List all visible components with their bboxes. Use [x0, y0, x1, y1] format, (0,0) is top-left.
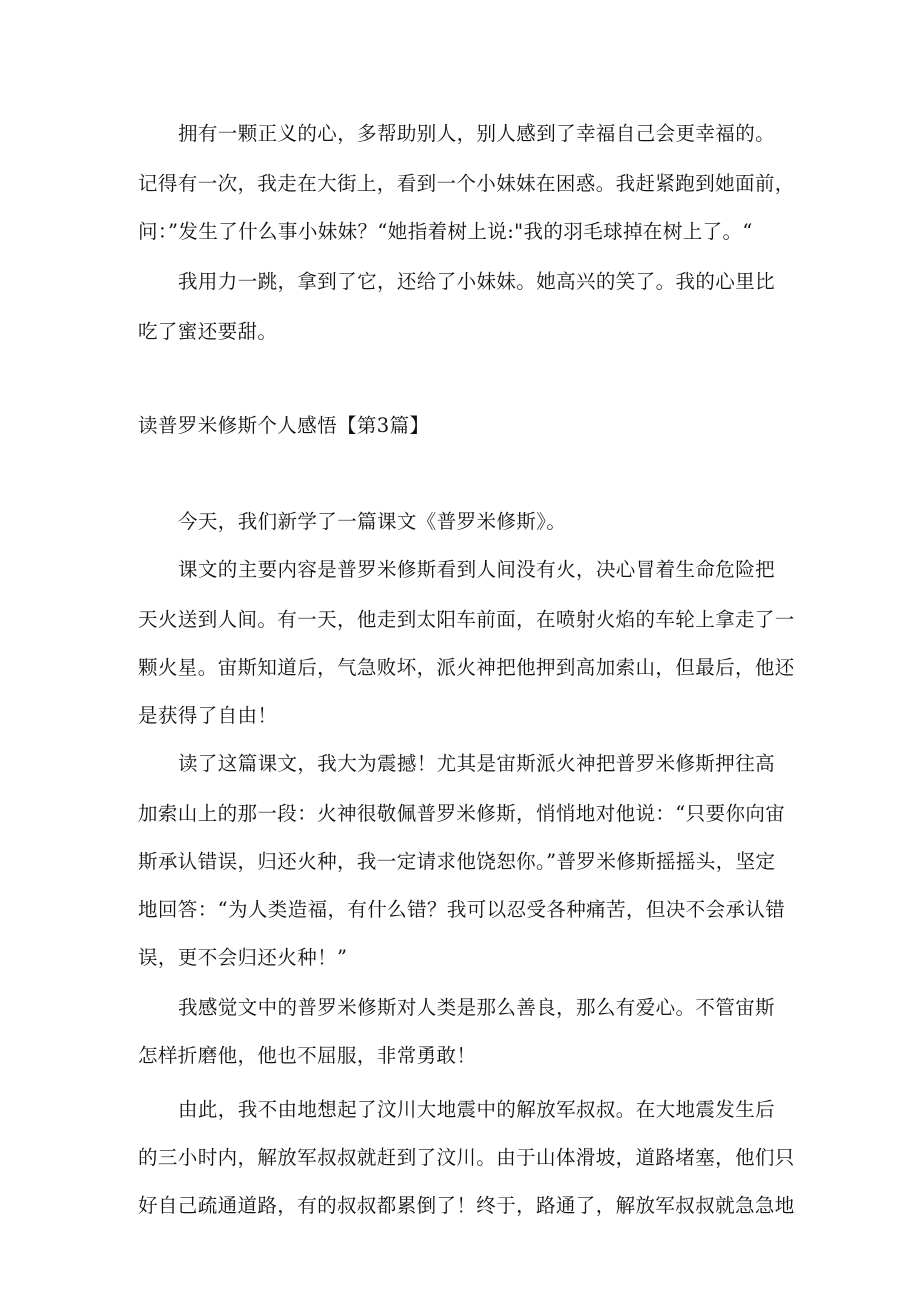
s2-p3-line-1: 读了这篇课文，我大为震撼！尤其是宙斯派火神把普罗米修斯押往高	[178, 752, 776, 775]
s2-p2-line-2: 天火送到人间。有一天，他走到太阳车前面，在喷射火焰的车轮上拿走了一	[138, 608, 795, 631]
s2-p3-line-2: 加索山上的那一段：火神很敬佩普罗米修斯，悄悄地对他说：“只要你向宙	[138, 802, 786, 825]
s1-p1-line-1: 拥有一颗正义的心，多帮助别人，别人感到了幸福自己会更幸福的。	[178, 122, 776, 145]
s2-p4-line-1: 我感觉文中的普罗米修斯对人类是那么善良，那么有爱心。不管宙斯	[178, 996, 776, 1019]
s2-p3-line-5: 误，更不会归还火种！”	[138, 946, 348, 969]
s2-p4-line-2: 怎样折磨他，他也不屈服，非常勇敢！	[138, 1044, 477, 1067]
s2-p2-line-3: 颗火星。宙斯知道后，气急败坏，派火神把他押到高加索山，但最后，他还	[138, 656, 795, 679]
s1-p2-line-1: 我用力一跳，拿到了它，还给了小妹妹。她高兴的笑了。我的心里比	[178, 270, 776, 293]
s1-p2-line-2: 吃了蜜还要甜。	[138, 320, 278, 343]
s1-p1-line-3: 问：”发生了什么事小妹妹？“她指着树上说:"我的羽毛球掉在树上了。“	[138, 220, 753, 243]
section-heading: 读普罗米修斯个人感悟【第3篇】	[138, 414, 430, 437]
s2-p3-line-4: 地回答：“为人类造福，有什么错？我可以忍受各种痛苦，但决不会承认错	[138, 898, 786, 921]
s2-p5-line-2: 的三小时内，解放军叔叔就赶到了汶川。由于山体滑坡，道路堵塞，他们只	[138, 1146, 795, 1169]
s2-p1-line-1: 今天，我们新学了一篇课文《普罗米修斯》。	[178, 510, 567, 533]
s2-p2-line-1: 课文的主要内容是普罗米修斯看到人间没有火，决心冒着生命危险把	[178, 558, 776, 581]
s1-p1-line-2: 记得有一次，我走在大街上，看到一个小妹妹在困惑。我赶紧跑到她面前，	[138, 172, 795, 195]
s2-p5-line-3: 好自己疏通道路，有的叔叔都累倒了！终于，路通了，解放军叔叔就急急地	[138, 1194, 795, 1217]
s2-p3-line-3: 斯承认错误，归还火种，我一定请求他饶恕你。”普罗米修斯摇摇头，坚定	[138, 850, 776, 873]
s2-p5-line-1: 由此，我不由地想起了汶川大地震中的解放军叔叔。在大地震发生后	[178, 1098, 776, 1121]
s2-p2-line-4: 是获得了自由！	[138, 704, 278, 727]
